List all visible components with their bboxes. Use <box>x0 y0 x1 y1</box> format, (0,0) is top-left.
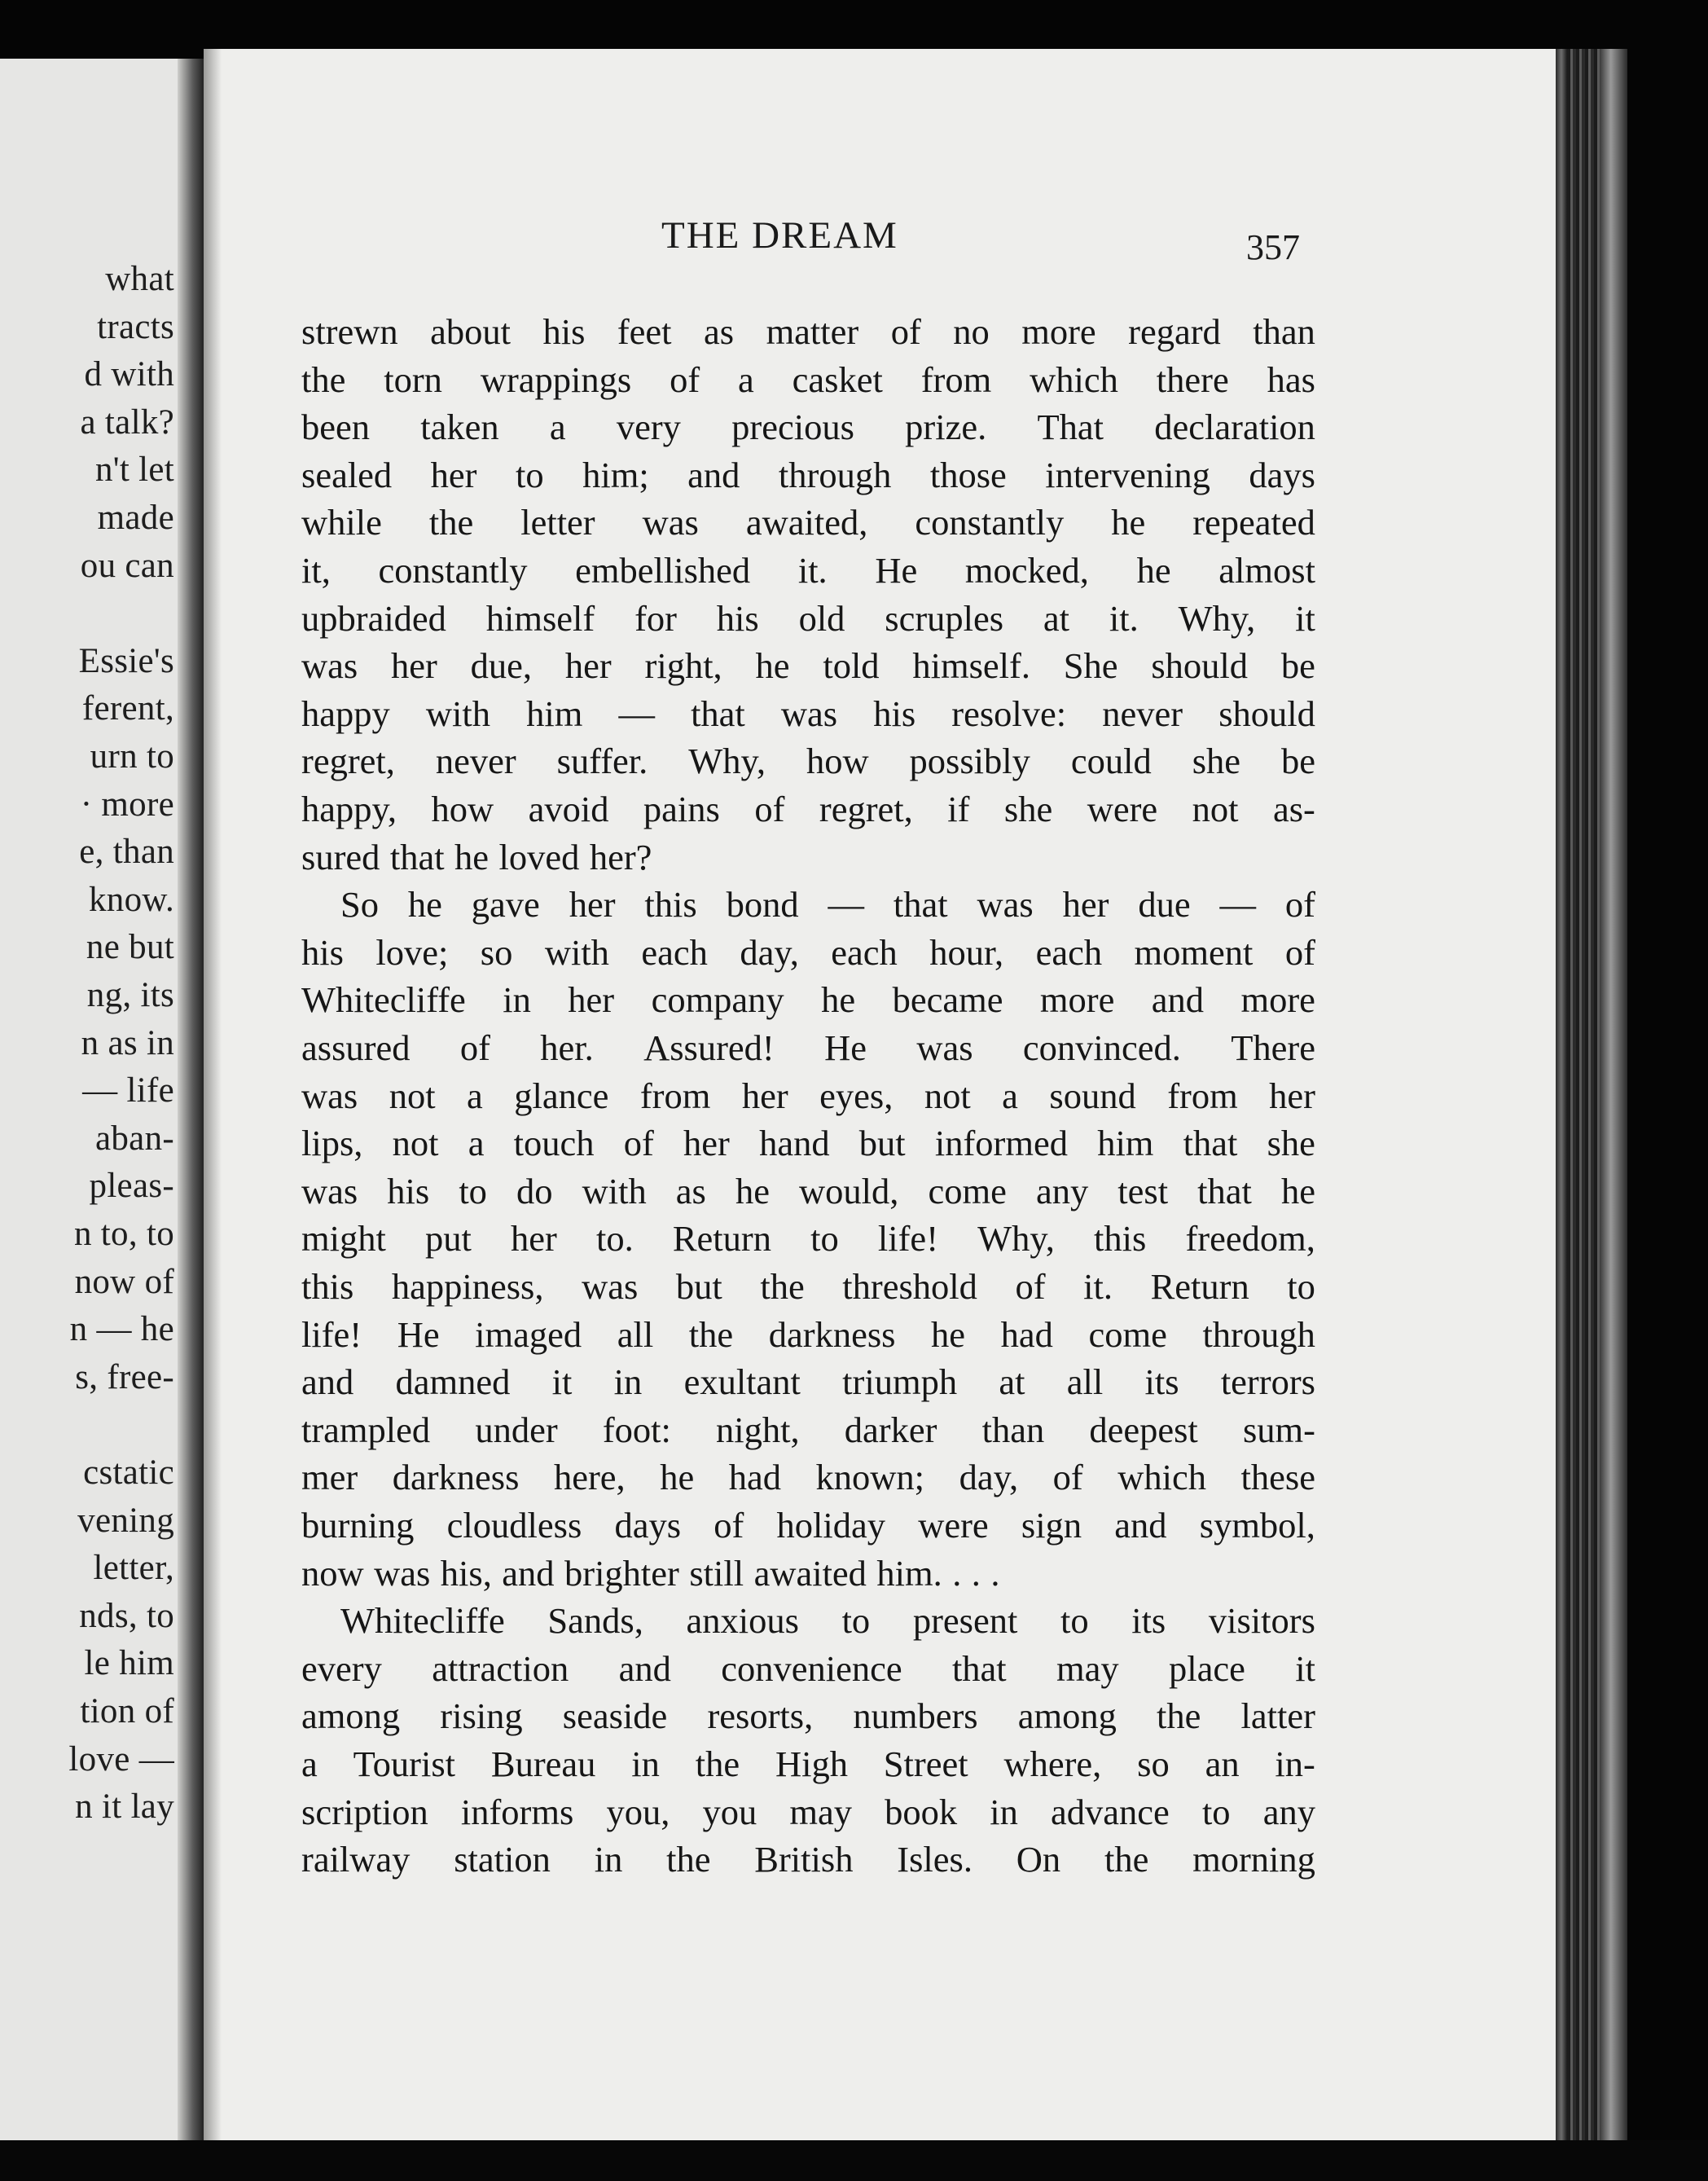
body-text-line: railway station in the British Isles. On the morning <box>301 1839 1315 1880</box>
left-page-line: ou can <box>80 546 174 585</box>
left-page-line: letter, <box>93 1549 174 1588</box>
left-page-line: a talk? <box>80 402 174 442</box>
left-page-line: love — <box>68 1739 174 1779</box>
left-page-line: · more <box>80 785 174 824</box>
left-page-line: n to, to <box>73 1215 174 1253</box>
body-text-line: lips, not a touch of her hand but informed him that she <box>301 1123 1315 1164</box>
left-page-line: vening <box>77 1501 174 1540</box>
body-text-line: strewn about his feet as matter of no more regard than <box>301 311 1315 352</box>
left-page-line: made <box>97 499 174 537</box>
body-text-line: been taken a very precious prize. That declaration <box>301 407 1315 448</box>
body-text-line: it, constantly embellished it. He mocked, he almost <box>301 550 1315 591</box>
left-page-line: n as in <box>81 1023 174 1062</box>
body-text-line: upbraided himself for his old scruples at it. Why, it <box>301 597 1315 639</box>
body-text-line: So he gave her this bond — that was her due — of <box>340 884 1315 926</box>
page-number: 357 <box>1246 227 1300 267</box>
body-text-line: scription informs you, you may book in advance to any <box>301 1791 1315 1832</box>
left-page-line: aban- <box>95 1119 174 1158</box>
left-page-line: s, free- <box>75 1357 174 1396</box>
body-text-line: burning cloudless days of holiday were sign and symbol, <box>301 1505 1315 1546</box>
left-page-line: what <box>105 260 174 298</box>
body-text-line: was her due, her right, he told himself. She should be <box>301 645 1315 687</box>
body-text-line: happy with him — that was his resolve: never should <box>301 693 1315 734</box>
body-text-line: his love; so with each day, each hour, each moment of <box>301 931 1315 973</box>
body-text-line: was his to do with as he would, come any test that he <box>301 1170 1315 1211</box>
body-text-line: regret, never suffer. Why, how possibly could she be <box>301 741 1315 782</box>
left-page-line: ferent, <box>81 689 174 728</box>
page-edge-stack-lines <box>1567 49 1600 2147</box>
running-head: THE DREAM <box>661 214 898 257</box>
body-text-line: while the letter was awaited, constantly he repeated <box>301 502 1315 543</box>
body-text-line: and damned it in exultant triumph at all its terrors <box>301 1361 1315 1403</box>
left-page-line: now of <box>74 1262 174 1301</box>
left-page-line: nds, to <box>79 1596 174 1635</box>
left-page-line: know. <box>88 880 174 919</box>
left-page-line: tracts <box>97 307 174 346</box>
scan-bottom-border <box>0 2140 1708 2181</box>
body-text-line: every attraction and convenience that may place it <box>301 1647 1315 1689</box>
left-page-line: pleas- <box>89 1167 174 1206</box>
left-page-line: Essie's <box>78 641 174 680</box>
body-text-line: now was his, and brighter still awaited him. . . . <box>301 1552 1000 1594</box>
left-page-line: urn to <box>90 737 174 776</box>
body-text-line: Whitecliffe in her company he became more and more <box>301 979 1315 1021</box>
left-page-line: tion of <box>80 1692 174 1730</box>
facing-page-left <box>0 59 189 2140</box>
body-text-line: was not a glance from her eyes, not a sound from her <box>301 1075 1315 1116</box>
body-text-line: happy, how avoid pains of regret, if she were not as- <box>301 789 1315 829</box>
book-cover-edge <box>1600 49 1627 2147</box>
body-text-line: assured of her. Assured! He was convinced. There <box>301 1027 1315 1068</box>
binding-shadow <box>204 49 222 2147</box>
left-page-line: d with <box>84 355 174 394</box>
body-text-line: mer darkness here, he had known; day, of which these <box>301 1457 1315 1498</box>
body-text-line: sealed her to him; and through those intervening days <box>301 454 1315 495</box>
page-edge-stack <box>1556 49 1567 2147</box>
left-page-line: n't let <box>94 451 174 490</box>
left-page-line: n it lay <box>75 1787 174 1827</box>
left-page-line: n — he <box>69 1310 174 1349</box>
left-page-line: cstatic <box>83 1453 174 1492</box>
body-text-line: the torn wrappings of a casket from which there has <box>301 358 1315 400</box>
body-text-line: sured that he loved her? <box>301 836 652 877</box>
left-page-line: e, than <box>79 833 174 872</box>
left-page-line: le him <box>84 1644 174 1683</box>
left-page-line: — life <box>82 1071 174 1110</box>
body-text-line: this happiness, was but the threshold of it. Return to <box>301 1266 1315 1307</box>
body-text-line: might put her to. Return to life! Why, this freedom, <box>301 1218 1315 1260</box>
body-text-line: trampled under foot: night, darker than deepest sum- <box>301 1409 1315 1450</box>
body-text-line: a Tourist Bureau in the High Street where, so an in- <box>301 1743 1315 1784</box>
left-page-line: ng, its <box>86 976 174 1014</box>
body-text-line: Whitecliffe Sands, anxious to present to its visitors <box>340 1600 1315 1642</box>
body-text-line: life! He imaged all the darkness he had come through <box>301 1313 1315 1355</box>
left-page-line: ne but <box>86 928 174 967</box>
body-text-line: among rising seaside resorts, numbers among the latter <box>301 1695 1315 1737</box>
gutter-shadow <box>178 59 205 2140</box>
